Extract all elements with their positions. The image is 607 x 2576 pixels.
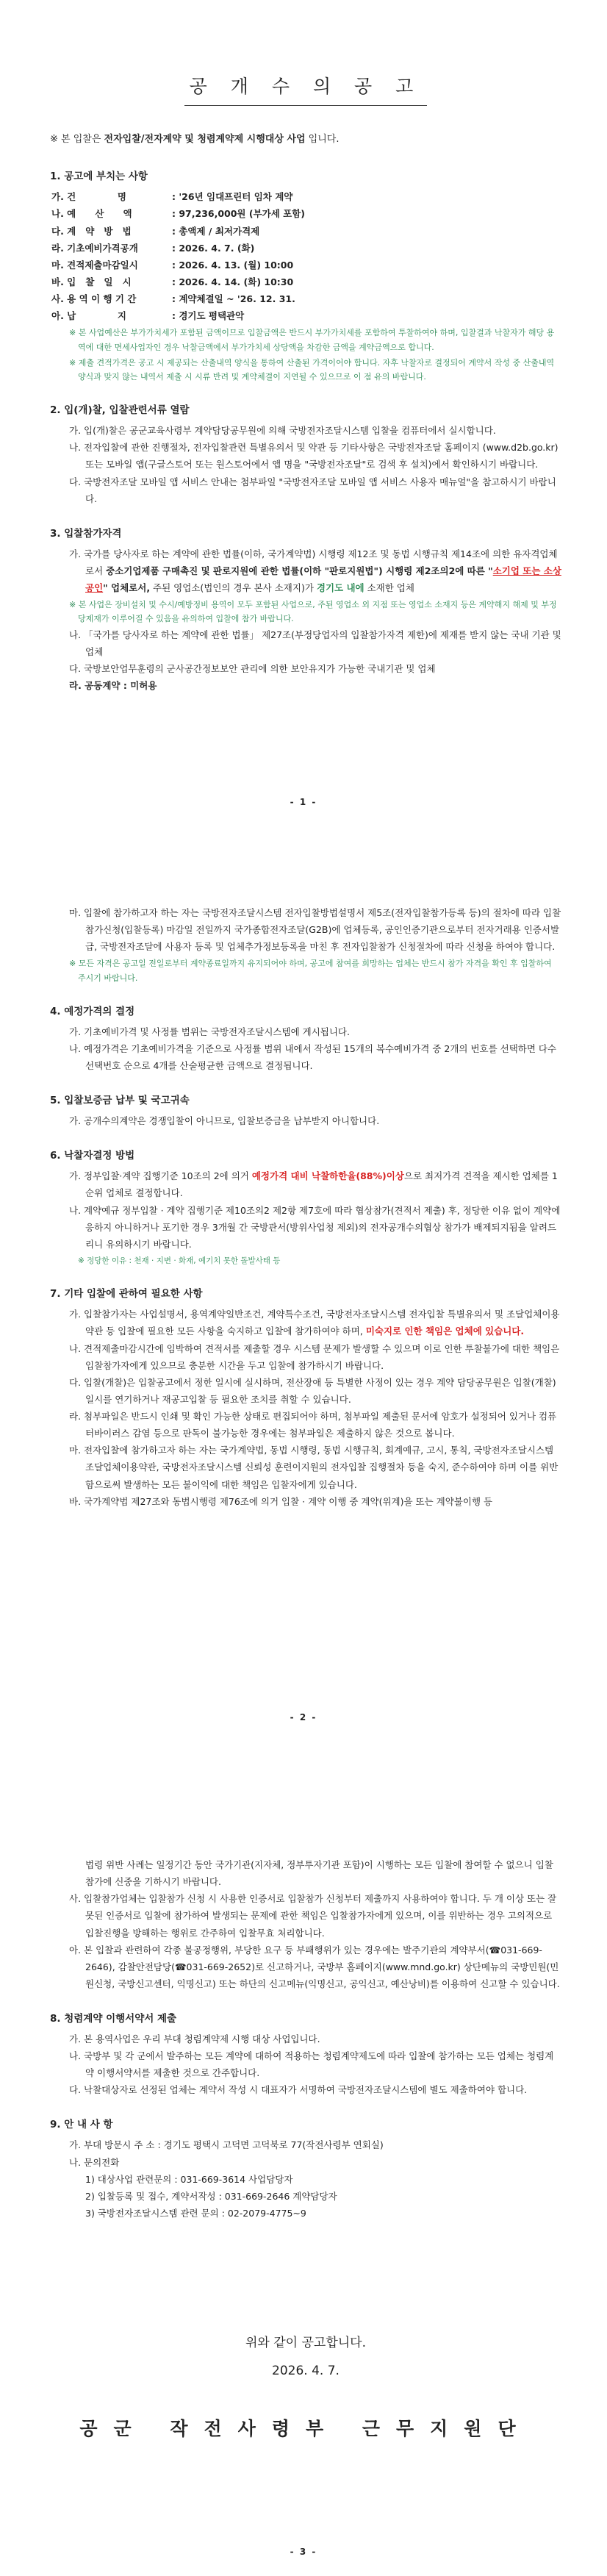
- text-bold: 중소기업제품 구매촉진 및 판로지원에 관한 법률(이하 "판로지원법") 시행령 제2조의2에 따른 ": [106, 565, 493, 576]
- kv-value: : 2026. 4. 7. (화): [172, 242, 255, 254]
- page-2: [0, 831, 607, 1746]
- highlight-green: 경기도 내에: [316, 582, 364, 594]
- kv-key: 마. 견적제출마감일시: [51, 259, 138, 271]
- kv-value: : '26년 임대프린터 임차 계약: [172, 191, 293, 203]
- list-item: 아. 본 입찰과 관련하여 각종 불공정행위, 부당한 요구 등 부패행위가 있는 경우에는 발주기관의 계약부서(☎031-669-2646), 감찰안전담당(☎031-669-2652)로 신고하거나, 국방부 홈페이지(www.mnd.go.kr) 상단메뉴의 국방민원(민원신청, 국방신고센터, 익명신고) 또는 하단의 신고메뉴(익명신고, 공익신고, 예산낭비)를 이용하여 신고할 수 있습니다.: [69, 1944, 560, 1989]
- note-qualification: ※ 모든 자격은 공고일 전일로부터 계약종료일까지 유지되어야 하며, 공고에 참여를 희망하는 업체는 반드시 참가 자격을 확인 후 입찰하여 주시기 바랍니다.: [69, 959, 552, 983]
- list-item: 바. 국가계약법 제27조와 동법시행령 제76조에 의거 입찰 · 계약 이행 중 계약(위계)을 또는 계약불이행 등: [69, 1495, 493, 1507]
- kv-row: [50, 188, 561, 205]
- list-item: 가. 부대 방문시 주 소 : 경기도 평택시 고덕면 고덕북로 77(작전사령부 연회실): [69, 2139, 384, 2151]
- section-9-heading: 9. 안 내 사 항: [50, 2119, 113, 2131]
- text-span: 가. 입찰참가자는 사업설명서, 용역계약일반조건, 계약특수조건, 국방전자조달시스템 전자입찰 특별유의서 및 조달업체이용약관 등 입찰에 필요한 모든 사항을 숙지하고 입찰에 참가하여야 하며,: [69, 1309, 560, 1337]
- note-reason: ※ 정당한 이유 : 천재 · 지변 · 화재, 예기치 못한 돌발사태 등: [78, 1256, 281, 1265]
- list-item: 나. 「국가를 당사자로 하는 계약에 관한 법률」 제27조(부정당업자의 입찰참가자격 제한)에 제재를 받지 않는 국내 기관 및 업체: [69, 629, 561, 657]
- note-vat: ※ 본 사업예산은 부가가치세가 포함된 금액이므로 입찰금액은 반드시 부가가치세를 포함하여 투찰하여야 하며, 입찰결과 낙찰자가 해당 용역에 대한 면세사업자인 경우 낙찰금액에서 부가가치세 상당액을 차감한 금액을 계약금액으로 합니다.: [69, 328, 555, 352]
- kv-key: 사. 용 역 이 행 기 간: [51, 293, 137, 305]
- page-number: - 1 -: [290, 797, 317, 807]
- contact-line: 1) 대상사업 관련문의 : 031-669-3614 사업담당자: [85, 2173, 293, 2185]
- list-item: 다. 입찰(개찰)은 입찰공고에서 정한 일시에 실시하며, 전산장애 등 특별한 사정이 있는 경우 계약 담당공무원은 입찰(개찰)일시를 연기하거나 재공고입찰 등 필요한 조치를 취할 수 있습니다.: [69, 1376, 556, 1405]
- section-6-heading: 6. 낙찰자결정 방법: [50, 1150, 135, 1162]
- page-1: [0, 0, 607, 831]
- kv-row: [50, 257, 561, 273]
- list-item: 나. 국방부 및 각 군에서 발주하는 모든 계약에 대하여 적용하는 청렴계약제도에 따라 입찰에 참가하는 모든 업체는 청렴계약 이행서약서를 제출한 것으로 간주합니다.: [69, 2050, 554, 2079]
- kv-key: 다. 계 약 방 법: [51, 225, 132, 237]
- text-bold: 미허용: [130, 680, 157, 692]
- note-eligibility: ※ 본 사업은 장비설치 및 수시/예방정비 용역이 모두 포함된 사업으로, 주된 영업소 외 지점 또는 영업소 소재지 등은 계약해지 해제 및 부정당제재가 이루어질 수 있음을 유의하여 입찰에 참가 바랍니다.: [69, 600, 557, 624]
- closing-line: 위와 같이 공고합니다.: [245, 2336, 366, 2351]
- highlight-red: 예정가격 대비 낙찰하한율(88%)이상: [251, 1170, 404, 1182]
- list-item: 마. 입찰에 참가하고자 하는 자는 국방전자조달시스템 전자입찰방법설명서 제5조(전자입찰참가등록 등)의 절차에 따라 입찰참가신청(입찰등록) 마감일 전일까지 국가종합전자조달(G2B)에 업체등록, 공인인증기관으로부터 전자거래용 인증서발급, 국방전자조달에 사용자 등록 및 업체추가정보등록을 마친 후 전자입찰참가 신청절차에 따라 신청을 하여야 합니다.: [69, 907, 561, 953]
- page-number: - 2 -: [290, 1712, 317, 1722]
- list-item: [50, 1167, 561, 1201]
- closing-date: 2026. 4. 7.: [272, 2363, 340, 2378]
- page-number: - 3 -: [290, 2547, 317, 2557]
- text-span: 가. 정부입찰·계약 집행기준 10조의 2에 의거: [69, 1170, 252, 1182]
- kv-row: [50, 205, 561, 222]
- page-3: [0, 1746, 607, 2576]
- section-5-heading: 5. 입찰보증금 납부 및 국고귀속: [50, 1095, 190, 1107]
- highlight-red: 소기업 또는 소상공인: [85, 565, 561, 594]
- list-item: 나. 예정가격은 기초예비가격을 기준으로 사정률 범위 내에서 작성된 15개의 복수예비가격 중 2개의 번호를 선택하면 다수 선택번호 순으로 4개를 산술평균한 금액으로 결정됩니다.: [69, 1042, 557, 1072]
- kv-key: 라. 기초예비가격공개: [51, 242, 138, 254]
- list-item: 사. 입찰참가업체는 입찰참가 신청 시 사용한 인증서로 입찰참가 신청부터 제출까지 사용하여야 합니다. 두 개 이상 또는 잘못된 인증서로 입찰에 참가하여 발생되는 문제에 관한 책임은 입찰참가자에게 있으며, 이를 위반하는 경우 고의적으로 입찰진행을 방해하는 행위로 간주하여 입찰무효 처리합니다.: [69, 1893, 557, 1939]
- section-1-table: [50, 188, 561, 324]
- kv-row: [50, 307, 561, 324]
- kv-row: [50, 273, 561, 290]
- list-item: 가. 입(개)찰은 공군교육사령부 계약담당공무원에 의해 국방전자조달시스템 입찰을 컴퓨터에서 실시합니다.: [69, 425, 496, 437]
- list-item: 다. 낙찰대상자로 선정된 업체는 계약서 작성 시 대표자가 서명하여 국방전자조달시스템에 별도 제출하여야 합니다.: [69, 2084, 528, 2096]
- note-estimate: ※ 제출 견적가격은 공고 시 제공되는 산출내역 양식을 통하여 산출된 가격이어야 합니다. 자후 낙찰자로 결정되어 계약서 작성 중 산출내역 양식과 맞지 않는 내역서 제출 시 시류 반려 및 계약체결이 지연될 수 있으므로 이 점 유의 바랍니다.: [69, 357, 555, 382]
- section-8-heading: 8. 청렴계약 이행서약서 제출: [50, 2013, 177, 2025]
- list-item: 나. 전자입찰에 관한 진행절차, 전자입찰관련 특별유의서 및 약관 등 기타사항은 국방전자조달 홈페이지 (www.d2b.go.kr) 또는 모바일 앱(구글스토어 또는 원스토어에서 앱 명을 "국방전자조달"로 검색 후 설치)에서 확인하시기 바랍니다.: [69, 442, 558, 471]
- section-4-heading: 4. 예정가격의 결정: [50, 1005, 135, 1017]
- title-underline: [184, 105, 427, 106]
- kv-key: 가. 건 명: [51, 191, 126, 203]
- list-item: 나. 계약예규 정부입찰 · 계약 집행기준 제10조의2 제2항 제7호에 따라 협상참가(견적서 제출) 후, 정당한 이유 없이 계약에 응하지 아니하거나 포기한 경우 3개월 간 국방관서(방위사업청 제외)의 전자공개수의협상 참가가 배제되지됨을 알려드리니 유의하시기 바랍니다.: [69, 1204, 561, 1250]
- list-item: 나. 문의전화: [69, 2156, 120, 2168]
- text-span: 소재한 업체: [364, 582, 414, 594]
- list-item: [50, 545, 561, 596]
- intro-text: [50, 131, 561, 149]
- section-7-heading: 7. 기타 입찰에 관하여 필요한 사항: [50, 1288, 203, 1300]
- list-item: 다. 국방전자조달 모바일 앱 서비스 안내는 첨부파일 "국방전자조달 모바일 앱 서비스 사용자 매뉴얼"을 참고하시기 바랍니다.: [69, 476, 556, 504]
- kv-value: : 2026. 4. 13. (월) 10:00: [172, 259, 294, 271]
- kv-value: : 총액제 / 최저가격제: [172, 225, 260, 237]
- issuing-organization: 공군 작전사령부 근무지원단: [79, 2417, 532, 2439]
- list-item: 다. 국방보안업무훈령의 군사공간정보보안 관리에 의한 보안유지가 가능한 국내기관 및 업체: [69, 662, 436, 674]
- kv-key: 나. 예 산 액: [51, 208, 132, 220]
- text-span: 가. 국가를 당사자로 하는 계약에 관한 법률(이하, 국가계약법) 시행령 제12조 및 동법 시행규칙 제14조에 의한 유자격업체로서: [69, 548, 558, 576]
- contact-line: 3) 국방전자조달시스템 관련 문의 : 02-2079-4775~9: [85, 2207, 306, 2219]
- list-item: [50, 677, 561, 694]
- section-2-heading: 2. 입(개)찰, 입찰관련서류 열람: [50, 404, 190, 417]
- list-item: 마. 전자입찰에 참가하고자 하는 자는 국가계약법, 동법 시행령, 동법 시행규칙, 회계예규, 고시, 통칙, 국방전자조달시스템 조달업체이용약관, 국방전자조달시스템 신뢰성 훈련이지원의 전자입찰 집행절차 등을 숙지, 준수하여야 하며 이를 위반함으로써 발생하는 모든 불이익에 대한 책임은 입찰자에게 있습니다.: [69, 1445, 558, 1490]
- text-bold: 라. 공동계약 :: [69, 680, 131, 692]
- kv-value: : 97,236,000원 (부가세 포함): [172, 208, 306, 220]
- text-span: 으로 최저가격 견적을 제시한 업체를 1순위 업체로 결정합니다.: [85, 1170, 558, 1199]
- list-item: 나. 견적제출마감시간에 임박하여 견적서를 제출할 경우 시스템 문제가 발생할 수 있으며 이로 인한 투찰불가에 대한 책임은 입찰참가자에게 있으므로 충분한 시간을 두고 입찰에 참가하시기 바랍니다.: [69, 1342, 560, 1371]
- list-item: 라. 첨부파일은 반드시 인쇄 및 확인 가능한 상태로 편집되어야 하며, 첨부파일 제출된 문서에 암호가 설정되어 있거나 컴퓨터바이러스 감염 등으로 판독이 불가능한 경우에는 첨부파일은 제출하지 않은 것으로 봅니다.: [69, 1411, 557, 1439]
- kv-value: : 경기도 평택관악: [172, 310, 245, 322]
- list-item: 가. 기초예비가격 및 사정률 범위는 국방전자조달시스템에 게시됩니다.: [69, 1026, 350, 1037]
- section-1-heading: 1. 공고에 부치는 사항: [50, 171, 148, 183]
- intro-bold: 전자입찰/전자계약 및 청렴계약제 시행대상 사업: [104, 134, 306, 146]
- kv-value: : 계약체결일 ~ '26. 12. 31.: [172, 293, 295, 305]
- kv-key: 바. 입 찰 일 시: [51, 276, 132, 287]
- list-item: [50, 1306, 561, 1339]
- kv-row: [50, 240, 561, 257]
- list-item: 가. 본 용역사업은 우리 부대 청렴계약제 시행 대상 사업입니다.: [69, 2033, 320, 2044]
- text-span: 주된 영업소(법인의 경우 본사 소재지)가: [150, 582, 317, 594]
- highlight-red: 미숙지로 인한 책임은 업체에 있습니다.: [365, 1325, 525, 1337]
- text-bold: " 업체로서,: [103, 582, 151, 594]
- intro-suffix: 입니다.: [305, 134, 340, 146]
- kv-row: [50, 290, 561, 307]
- intro-prefix: ※ 본 입찰은: [50, 134, 104, 146]
- list-item: 가. 공개수의계약은 경쟁입찰이 아니므로, 입찰보증금을 납부받지 아니합니다.: [69, 1115, 380, 1127]
- list-item-continued: 법령 위반 사례는 일정기간 동안 국가기관(지자체, 정부투자기관 포함)이 시행하는 모든 입찰에 참여할 수 없으니 입찰 참가에 신중을 기하시기 바랍니다.: [85, 1859, 553, 1888]
- kv-row: [50, 223, 561, 240]
- section-3-heading: 3. 입찰참가자격: [50, 527, 122, 540]
- kv-value: : 2026. 4. 14. (화) 10:30: [172, 276, 294, 287]
- contact-line: 2) 입찰등록 및 접수, 계약서작성 : 031-669-2646 계약담당자: [85, 2190, 337, 2202]
- kv-key: 아. 납 지: [51, 310, 126, 322]
- notice-title: 공 개 수 의 공 고: [189, 76, 423, 97]
